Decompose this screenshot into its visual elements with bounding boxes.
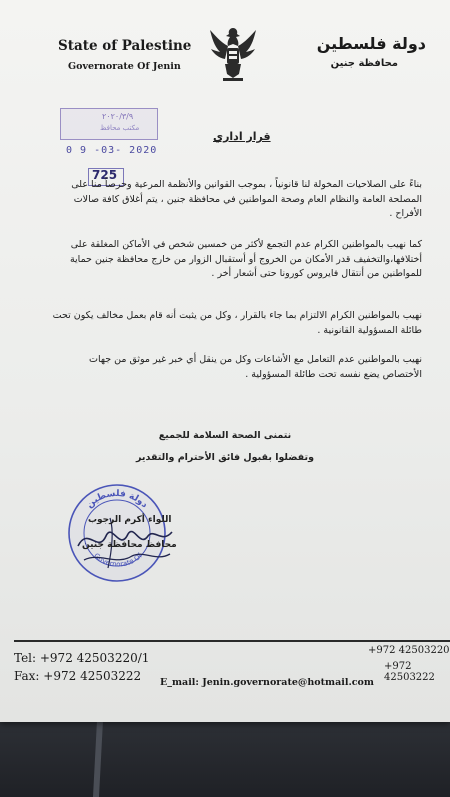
footer-telephone-right: +972 42503220 bbox=[368, 645, 450, 656]
footer-telephone: Tel: +972 42503220/1 bbox=[14, 651, 150, 665]
header-ar-title: دولة فلسطين bbox=[316, 34, 426, 53]
header-en-title: State of Palestine bbox=[58, 38, 192, 54]
closing-regards: وتفضلوا بقبول فائق الأحترام والتقدير bbox=[136, 452, 314, 463]
registration-stamp-office: مكتب محافظ bbox=[100, 124, 140, 132]
seal-arabic-text: دولة فلسطين bbox=[84, 488, 150, 511]
desk-background bbox=[0, 720, 450, 797]
footer-fax: Fax: +972 42503222 bbox=[14, 669, 142, 683]
footer-email: E_mail: Jenin.governorate@hotmail.com bbox=[160, 677, 374, 688]
registration-stamp-date: ٢٠٢٠/٣/٩ bbox=[102, 112, 134, 121]
date-stamp: 0 9 -03- 2020 bbox=[66, 145, 158, 156]
seal-english-text: Governorate Of bbox=[92, 551, 144, 569]
background-fold bbox=[93, 720, 103, 797]
governor-name: اللواء أكرم الرجوب bbox=[88, 515, 172, 525]
paragraph-2: كما نهيب بالمواطنين الكرام عدم التجمع لأكثر من خمسين شخص في الأماكن المغلقة على أختلافها،والتخفيف قدر الأمكان من الخروج أو أستقبال الزوار من خارج محافظة جنين حماية للمواطنين من أنتقال فايروس كورونا حتى أشعار أخر . bbox=[69, 239, 422, 279]
paragraph-1: بناءً على الصلاحيات المخولة لنا قانونياً ، بموجب القوانين والأنظمة المرعية وحرصاً منا على المصلحة العامة والنظام العام وصحة المواطنين في محافظة جنين ، يتم أغلاق كافة صالات الأفراح . bbox=[71, 179, 422, 219]
footer-divider bbox=[14, 640, 450, 642]
governor-title: محافظ محافظة جنين bbox=[82, 540, 177, 550]
header-ar-subtitle: محافظة جنين bbox=[330, 58, 398, 69]
reference-number: 725 bbox=[92, 168, 118, 182]
document-title: قرار اداري bbox=[213, 130, 271, 143]
paragraph-3: نهيب بالمواطنين الكرام الالتزام بما جاء بالقرار ، وكل من يثبت أنه قام بعمل مخالف يكون تحت طائلة المسؤولية القانونية . bbox=[52, 310, 422, 336]
eagle-emblem-icon bbox=[208, 24, 258, 84]
footer-fax-right: +972 42503222 bbox=[384, 661, 435, 683]
closing-wish: نتمنى الصحة السلامة للجميع bbox=[158, 430, 292, 441]
paragraph-4: نهيب بالمواطنين عدم التعامل مع الأشاعات وكل من ينقل أي خبر غير موثق من جهات الأختصاص يضع نفسه تحت طائلة المسؤولية . bbox=[89, 354, 422, 380]
header-en-subtitle: Governorate Of Jenin bbox=[68, 61, 181, 72]
